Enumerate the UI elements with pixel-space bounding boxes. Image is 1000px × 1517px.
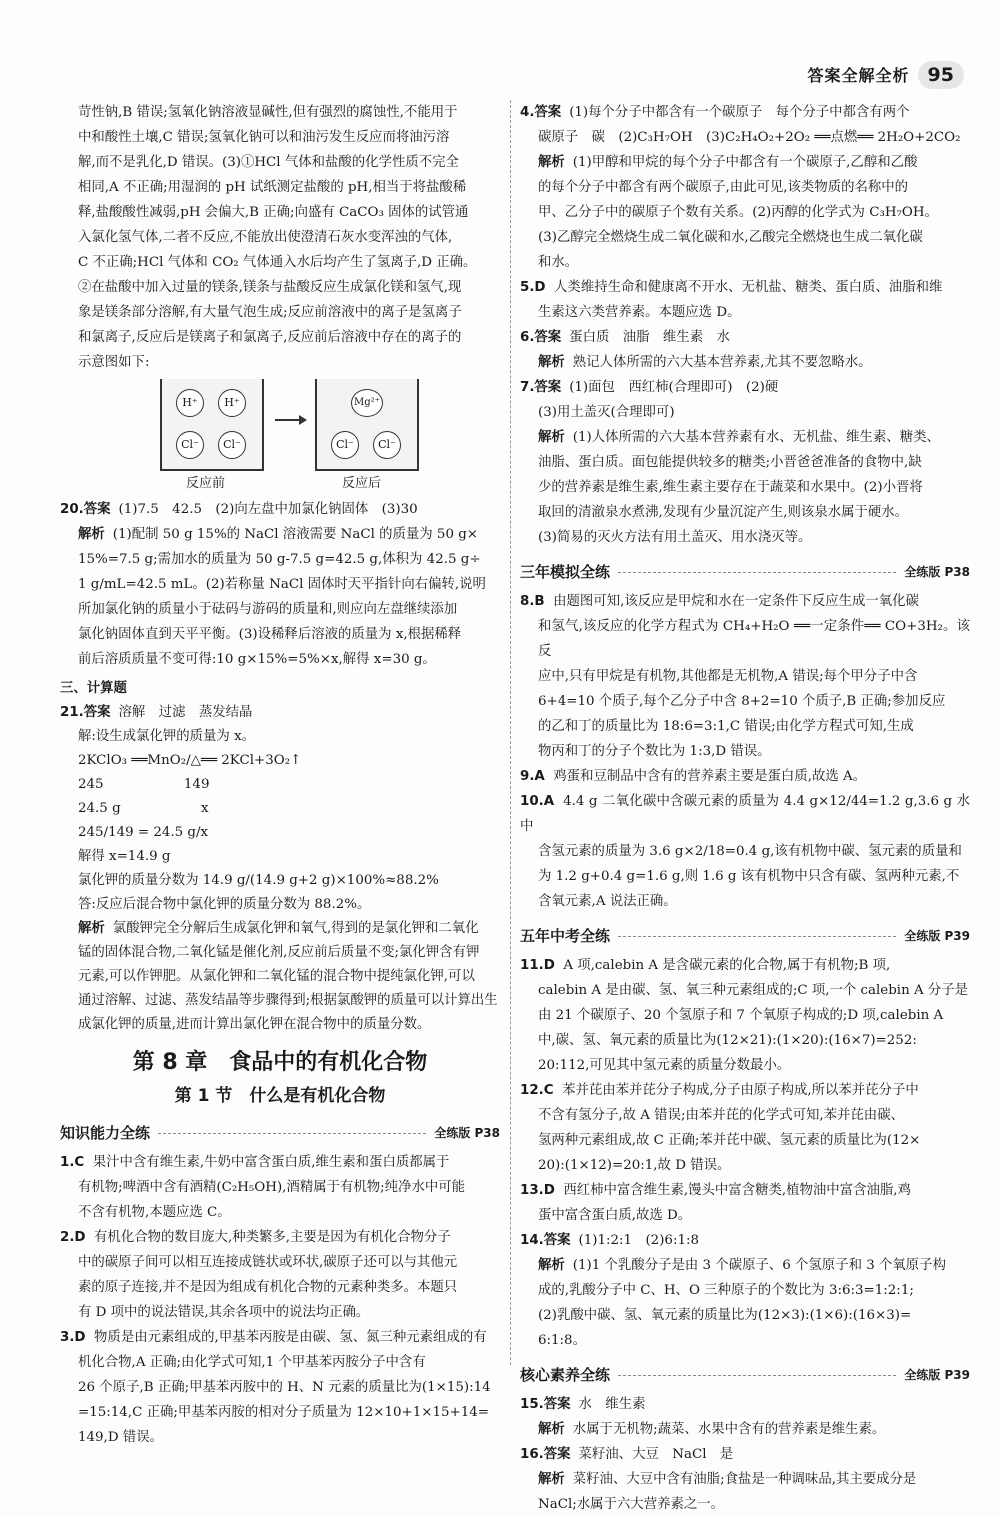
answer-tag: 答案: [534, 105, 562, 120]
answer-tag: 答案: [83, 502, 111, 517]
text-line: 不含有机物,本题应选 C。: [78, 1205, 231, 1220]
text-line: 物丙和丁的分子个数比为 1:3,D 错误。: [538, 744, 771, 759]
answer-text: (1)1:2:1 (2)6:1:8: [578, 1233, 700, 1248]
question-number: 21.: [60, 705, 84, 720]
section-header-title: 核心素养全练: [520, 1366, 611, 1384]
question-k3: [60, 1325, 500, 1450]
section-header-title: 五年中考全练: [520, 927, 611, 945]
question-number: 6.: [520, 330, 535, 345]
text-line: C 不正确;HCl 气体和 CO₂ 气体通入水后均产生了氢离子,D 正确。: [78, 255, 477, 270]
text-line: 氢两种元素组成,故 C 正确;苯并芘中碳、氢元素的质量比为(12×: [538, 1133, 921, 1148]
text-line: (3)简易的灭火方法有用土盖灭、用水浇灭等。: [538, 530, 812, 545]
beaker-before: [160, 379, 264, 471]
analysis-tag: 解析: [538, 430, 565, 445]
ion-cl-minus: Cl⁻: [218, 431, 246, 459]
question-20: [60, 497, 500, 672]
page-number: 95: [918, 61, 964, 89]
question-r13: [520, 1178, 970, 1228]
section-header-ref: 全练版 P38: [434, 1126, 500, 1140]
text-line: 西红柿中富含维生素,馒头中富含糖类,植物油中富含油脂,鸡: [563, 1183, 911, 1198]
text-line: 人类维持生命和健康离不开水、无机盐、糖类、蛋白质、油脂和维: [554, 280, 943, 295]
question-number: 4.: [520, 105, 535, 120]
text-line: 中,碳、氢、氧元素的质量比为(12×21):(1×20):(16×7)=252:: [538, 1033, 917, 1048]
dashed-rule: [618, 1375, 896, 1376]
text-line: 149,D 错误。: [78, 1430, 163, 1445]
answer-text: 蛋白质 油脂 维生素 水: [569, 330, 730, 345]
text-line: 所加氯化钠的质量小于砝码与游码的质量和,则应向左盘继续添加: [78, 602, 458, 617]
section-header-title: 三年模拟全练: [520, 563, 611, 581]
question-number: 9.A: [520, 769, 545, 784]
text-line: 苯并芘由苯并芘分子构成,分子由原子构成,所以苯并芘分子中: [562, 1083, 919, 1098]
question-r9: [520, 764, 970, 789]
text-line: 4.4 g 二氧化碳中含碳元素的质量为 4.4 g×12/44=1.2 g,3.6 g 水中: [520, 794, 971, 834]
analysis-tag: 解析: [78, 527, 105, 542]
question-number: 20.: [60, 502, 84, 517]
text-line: 取回的清澈泉水煮沸,发现有少量沉淀产生,则该泉水属于硬水。: [538, 505, 909, 520]
question-k2: [60, 1225, 500, 1325]
question-k1: [60, 1150, 500, 1225]
ion-cl-minus: Cl⁻: [373, 431, 401, 459]
question-r12: [520, 1078, 970, 1178]
text-line: 油脂、蛋白质。面包能提供较多的糖类;小晋爸爸准备的食物中,缺: [538, 455, 922, 470]
answer-tag: 答案: [543, 1397, 571, 1412]
text-line: 15%=7.5 g;需加水的质量为 50 g-7.5 g=42.5 g,体积为 42.5 g÷: [78, 552, 481, 567]
text-line: 20):(1×12)=20:1,故 D 错误。: [538, 1158, 731, 1173]
text-line: 成的,乳酸分子中 C、H、O 三种原子的个数比为 3:6:3=1:2:1;: [538, 1283, 914, 1298]
equation: 2KClO₃ ══MnO₂/△══ 2KCl+3O₂↑: [78, 753, 302, 768]
ion-cl-minus: Cl⁻: [176, 431, 204, 459]
left-column: [60, 100, 500, 1450]
section-header-zhishi: [60, 1121, 500, 1146]
text-line: 有机化合物的数目庞大,种类繁多,主要是因为有机化合物分子: [94, 1230, 451, 1245]
text-line: 6:1:8。: [538, 1333, 586, 1348]
text-line: 24.5 g x: [78, 801, 209, 816]
text-line: 的每个分子中都含有两个碳原子,由此可见,该类物质的名称中的: [538, 180, 909, 195]
text-line: 示意图如下:: [78, 355, 150, 370]
text-line: 应中,只有甲烷是有机物,其他都是无机物,A 错误;每个甲分子中含: [538, 669, 918, 684]
text-line: 1 g/mL=42.5 mL。(2)若称量 NaCl 固体时天平指针向右偏转,说明: [78, 577, 486, 592]
question-r10: [520, 789, 970, 914]
text-line: 果汁中含有维生素,牛奶中富含蛋白质,维生素和蛋白质都属于: [92, 1155, 450, 1170]
answer-text: (1)7.5 42.5 (2)向左盘中加氯化钠固体 (3)30: [118, 502, 418, 517]
text-line: 氯化钠固体直到天平平衡。(3)设稀释后溶液的质量为 x,根据稀释: [78, 627, 462, 642]
question-r16: [520, 1442, 970, 1517]
text-line: 水属于无机物;蔬菜、水果中含有的营养素是维生素。: [572, 1422, 886, 1437]
text-line: 成氯化钾的质量,进而计算出氯化钾在混合物中的质量分数。: [78, 1017, 431, 1032]
text-line: 中的碳原子间可以相互连接成链状或环状,碳原子还可以与其他元: [78, 1255, 458, 1270]
analysis-tag: 解析: [538, 155, 565, 170]
text-line: 答:反应后混合物中氯化钾的质量分数为 88.2%。: [78, 897, 371, 912]
q19-continuation: [60, 100, 500, 375]
text-line: (1)配制 50 g 15%的 NaCl 溶液需要 NaCl 的质量为 50 g×: [112, 527, 479, 542]
text-line: 素的原子连接,并不是因为组成有机化合物的元素种类多。本题只: [78, 1280, 458, 1295]
text-line: 26 个原子,B 正确;甲基苯丙胺中的 H、N 元素的质量比为(1×15):14: [78, 1380, 491, 1395]
text-line: 甲、乙分子中的碳原子个数有关系。(2)丙醇的化学式为 C₃H₇OH。: [538, 205, 938, 220]
question-number: 7.: [520, 380, 535, 395]
text-line: 入氯化氢气体,二者不反应,不能放出使澄清石灰水变浑浊的气体,: [78, 230, 453, 245]
text-line: 释,盐酸酸性减弱,pH 会偏大,B 正确;向盛有 CaCO₃ 固体的试管通: [78, 205, 469, 220]
text-line: 少的营养素是维生素,维生素主要存在于蔬菜和水果中。(2)小晋将: [538, 480, 923, 495]
text-line: 的乙和丁的质量比为 18:6=3:1,C 错误;由化学方程式可知,生成: [538, 719, 914, 734]
section-header-ref: 全练版 P39: [904, 1368, 970, 1382]
section-header-ref: 全练版 P39: [904, 929, 970, 943]
text-line: 为 1.2 g+0.4 g=1.6 g,则 1.6 g 该有机物中只含有碳、氢两种元素,不: [538, 869, 960, 884]
column-divider: [510, 100, 511, 1365]
text-line: 鸡蛋和豆制品中含有的营养素主要是蛋白质,故选 A。: [553, 769, 867, 784]
text-line: 前后溶质质量不变可得:10 g×15%=5%×x,解得 x=30 g。: [78, 652, 436, 667]
text-line: 不含有氢分子,故 A 错误;由苯并芘的化学式可知,苯并芘由碳、: [538, 1108, 904, 1123]
text-line: 含氢元素的质量为 3.6 g×2/18=0.4 g,该有机物中碳、氢元素的质量和: [538, 844, 962, 859]
text-line: 物质是由元素组成的,甲基苯丙胺是由碳、氢、氮三种元素组成的有: [94, 1330, 487, 1345]
arrow-right-icon: [275, 419, 305, 421]
question-r6: [520, 325, 970, 375]
text-line: 245 149: [78, 777, 210, 792]
answer-tag: 答案: [534, 380, 562, 395]
chapter-title: 第 8 章 食品中的有机化合物: [132, 1050, 428, 1075]
question-number: 2.D: [60, 1230, 86, 1245]
text-line: 有机物;啤酒中含有酒精(C₂H₅OH),酒精属于有机物;纯净水中可能: [78, 1180, 466, 1195]
text-line: 氯酸钾完全分解后生成氯化钾和氧气,得到的是氯化钾和二氧化: [112, 921, 479, 936]
text-line: 蛋中富含蛋白质,故选 D。: [538, 1208, 692, 1223]
text-line: 和氯离子,反应后是镁离子和氯离子,反应前后溶液中存在的离子的: [78, 330, 462, 345]
question-number: 13.D: [520, 1183, 555, 1198]
answer-tag: 答案: [83, 705, 111, 720]
answer-tag: 答案: [543, 1447, 571, 1462]
analysis-tag: 解析: [538, 1472, 565, 1487]
text-line: 解,而不是乳化,D 错误。(3)①HCl 气体和盐酸的化学性质不完全: [78, 155, 459, 170]
page-header: [808, 60, 964, 90]
question-number: 15.: [520, 1397, 544, 1412]
text-line: (1)甲醇和甲烷的每个分子中都含有一个碳原子,乙醇和乙酸: [572, 155, 918, 170]
analysis-tag: 解析: [538, 355, 565, 370]
ion-h-plus: H⁺: [218, 389, 246, 417]
text-line: (1)每个分子中都含有一个碳原子 每个分子中都含有两个: [569, 105, 910, 120]
text-line: 6+4=10 个质子,每个乙分子中含 8+2=10 个质子,B 正确;参加反应: [538, 694, 946, 709]
question-r14: [520, 1228, 970, 1353]
question-r5: [520, 275, 970, 325]
caption-before: 反应前: [186, 476, 226, 491]
dashed-rule: [158, 1133, 426, 1134]
header-title: 答案全解全析: [807, 65, 910, 85]
text-line: =15:14,C 正确;甲基苯丙胺的相对分子质量为 12×10+1×15+14=: [78, 1405, 489, 1420]
text-line: 碳原子 碳 (2)C₃H₇OH (3)C₂H₄O₂+2O₂ ══点燃══ 2H₂O+2CO₂: [538, 130, 961, 145]
caption-after: 反应后: [342, 476, 382, 491]
section-header-sannian: [520, 560, 970, 585]
analysis-tag: 解析: [78, 921, 105, 936]
text-line: (3)用土盖灭(合理即可): [538, 405, 675, 420]
text-line: 菜籽油、大豆中含有油脂;食盐是一种调味品,其主要成分是: [572, 1472, 917, 1487]
text-line: 含氧元素,A 说法正确。: [538, 894, 677, 909]
section-header-hexin: [520, 1363, 970, 1388]
text-line: (1)1 个乳酸分子是由 3 个碳原子、6 个氢原子和 3 个氧原子构: [572, 1258, 946, 1273]
text-line: 象是镁条部分溶解,有大量气泡生成;反应前溶液中的离子是氢离子: [78, 305, 462, 320]
text-line: NaCl;水属于六大营养素之一。: [538, 1497, 725, 1512]
text-line: 解:设生成氯化钾的质量为 x。: [78, 729, 256, 744]
question-number: 1.C: [60, 1155, 85, 1170]
section-title: 第 1 节 什么是有机化合物: [174, 1086, 386, 1106]
text-line: 生素这六类营养素。本题应选 D。: [538, 305, 741, 320]
answer-tag: 答案: [543, 1233, 571, 1248]
text-line: 机化合物,A 正确;由化学式可知,1 个甲基苯丙胺分子中含有: [78, 1355, 426, 1370]
ratio: 245/149 = 24.5 g/x: [78, 825, 209, 840]
ion-cl-minus: Cl⁻: [331, 431, 359, 459]
question-number: 11.D: [520, 958, 555, 973]
answer-text: 溶解 过滤 蒸发结晶: [118, 705, 253, 720]
question-number: 16.: [520, 1447, 544, 1462]
text-line: calebin A 是由碳、氢、氧三种元素组成的;C 项,一个 calebin A 分子是: [538, 983, 969, 998]
text-line: (2)乳酸中碳、氢、氧元素的质量比为(12×3):(1×6):(16×3)=: [538, 1308, 912, 1323]
section-header-wunian: [520, 924, 970, 949]
section-header-title: 知识能力全练: [60, 1124, 151, 1142]
text-line: 解得 x=14.9 g: [78, 849, 171, 864]
beaker-after: [315, 379, 419, 471]
question-number: 10.A: [520, 794, 555, 809]
analysis-tag: 解析: [538, 1422, 565, 1437]
answer-text: 菜籽油、大豆 NaCl 是: [578, 1447, 734, 1462]
text-line: A 项,calebin A 是含碳元素的化合物,属于有机物;B 项,: [563, 958, 891, 973]
text-line: 熟记人体所需的六大基本营养素,尤其不要忽略水。: [572, 355, 872, 370]
text-line: 和水。: [538, 255, 579, 270]
question-number: 3.D: [60, 1330, 86, 1345]
ion-diagram: [60, 379, 500, 497]
question-number: 12.C: [520, 1083, 554, 1098]
ion-h-plus: H⁺: [176, 389, 204, 417]
answer-text: 水 维生素: [578, 1397, 646, 1412]
text-line: 通过溶解、过滤、蒸发结晶等步骤得到;根据氯酸钾的质量可以计算出生: [78, 993, 498, 1008]
question-number: 8.B: [520, 594, 545, 609]
text-line: 中和酸性土壤,C 错误;氢氧化钠可以和油污发生反应而将油污溶: [78, 130, 450, 145]
section-header-ref: 全练版 P38: [904, 565, 970, 579]
text-line: 由题图可知,该反应是甲烷和水在一定条件下反应生成一氧化碳: [553, 594, 919, 609]
text-line: 20:112,可见其中氢元素的质量分数最小。: [538, 1058, 791, 1073]
text-line: 元素,可以作钾肥。从氯化钾和二氧化锰的混合物中提纯氯化钾,可以: [78, 969, 475, 984]
ion-mg-2plus: Mg²⁺: [351, 389, 383, 417]
text-line: 氯化钾的质量分数为 14.9 g/(14.9 g+2 g)×100%≈88.2%: [78, 873, 439, 888]
text-line: 有 D 项中的说法错误,其余各项中的说法均正确。: [78, 1305, 370, 1320]
dashed-rule: [618, 936, 896, 937]
question-r4: [520, 100, 970, 275]
text-line: (1)人体所需的六大基本营养素有水、无机盐、维生素、糖类、: [572, 430, 940, 445]
question-r8: [520, 589, 970, 764]
text-line: 苛性钠,B 错误;氢氧化钠溶液显碱性,但有强烈的腐蚀性,不能用于: [78, 105, 458, 120]
dashed-rule: [618, 572, 896, 573]
question-number: 14.: [520, 1233, 544, 1248]
answer-tag: 答案: [534, 330, 562, 345]
text-line: 由 21 个碳原子、20 个氢原子和 7 个氧原子构成的;D 项,calebin A: [538, 1008, 944, 1023]
text-line: (1)面包 西红柿(合理即可) (2)硬: [569, 380, 779, 395]
question-21: [60, 701, 500, 1037]
text-line: ②在盐酸中加入过量的镁条,镁条与盐酸反应生成氯化镁和氢气,现: [78, 280, 462, 295]
text-line: 锰的固体混合物,二氧化锰是催化剂,反应前后质量不变;氯化钾含有钾: [78, 945, 480, 960]
calc-heading: 三、计算题: [60, 681, 127, 696]
text-line: 和氢气,该反应的化学方程式为 CH₄+H₂O ══一定条件══ CO+3H₂。该反: [538, 619, 970, 659]
text-line: (3)乙醇完全燃烧生成二氧化碳和水,乙酸完全燃烧也生成二氧化碳: [538, 230, 923, 245]
question-r7: [520, 375, 970, 550]
right-column: [520, 100, 970, 1517]
question-number: 5.D: [520, 280, 546, 295]
question-r15: [520, 1392, 970, 1442]
analysis-tag: 解析: [538, 1258, 565, 1273]
text-line: 相同,A 不正确;用湿润的 pH 试纸测定盐酸的 pH,相当于将盐酸稀: [78, 180, 467, 195]
question-r11: [520, 953, 970, 1078]
